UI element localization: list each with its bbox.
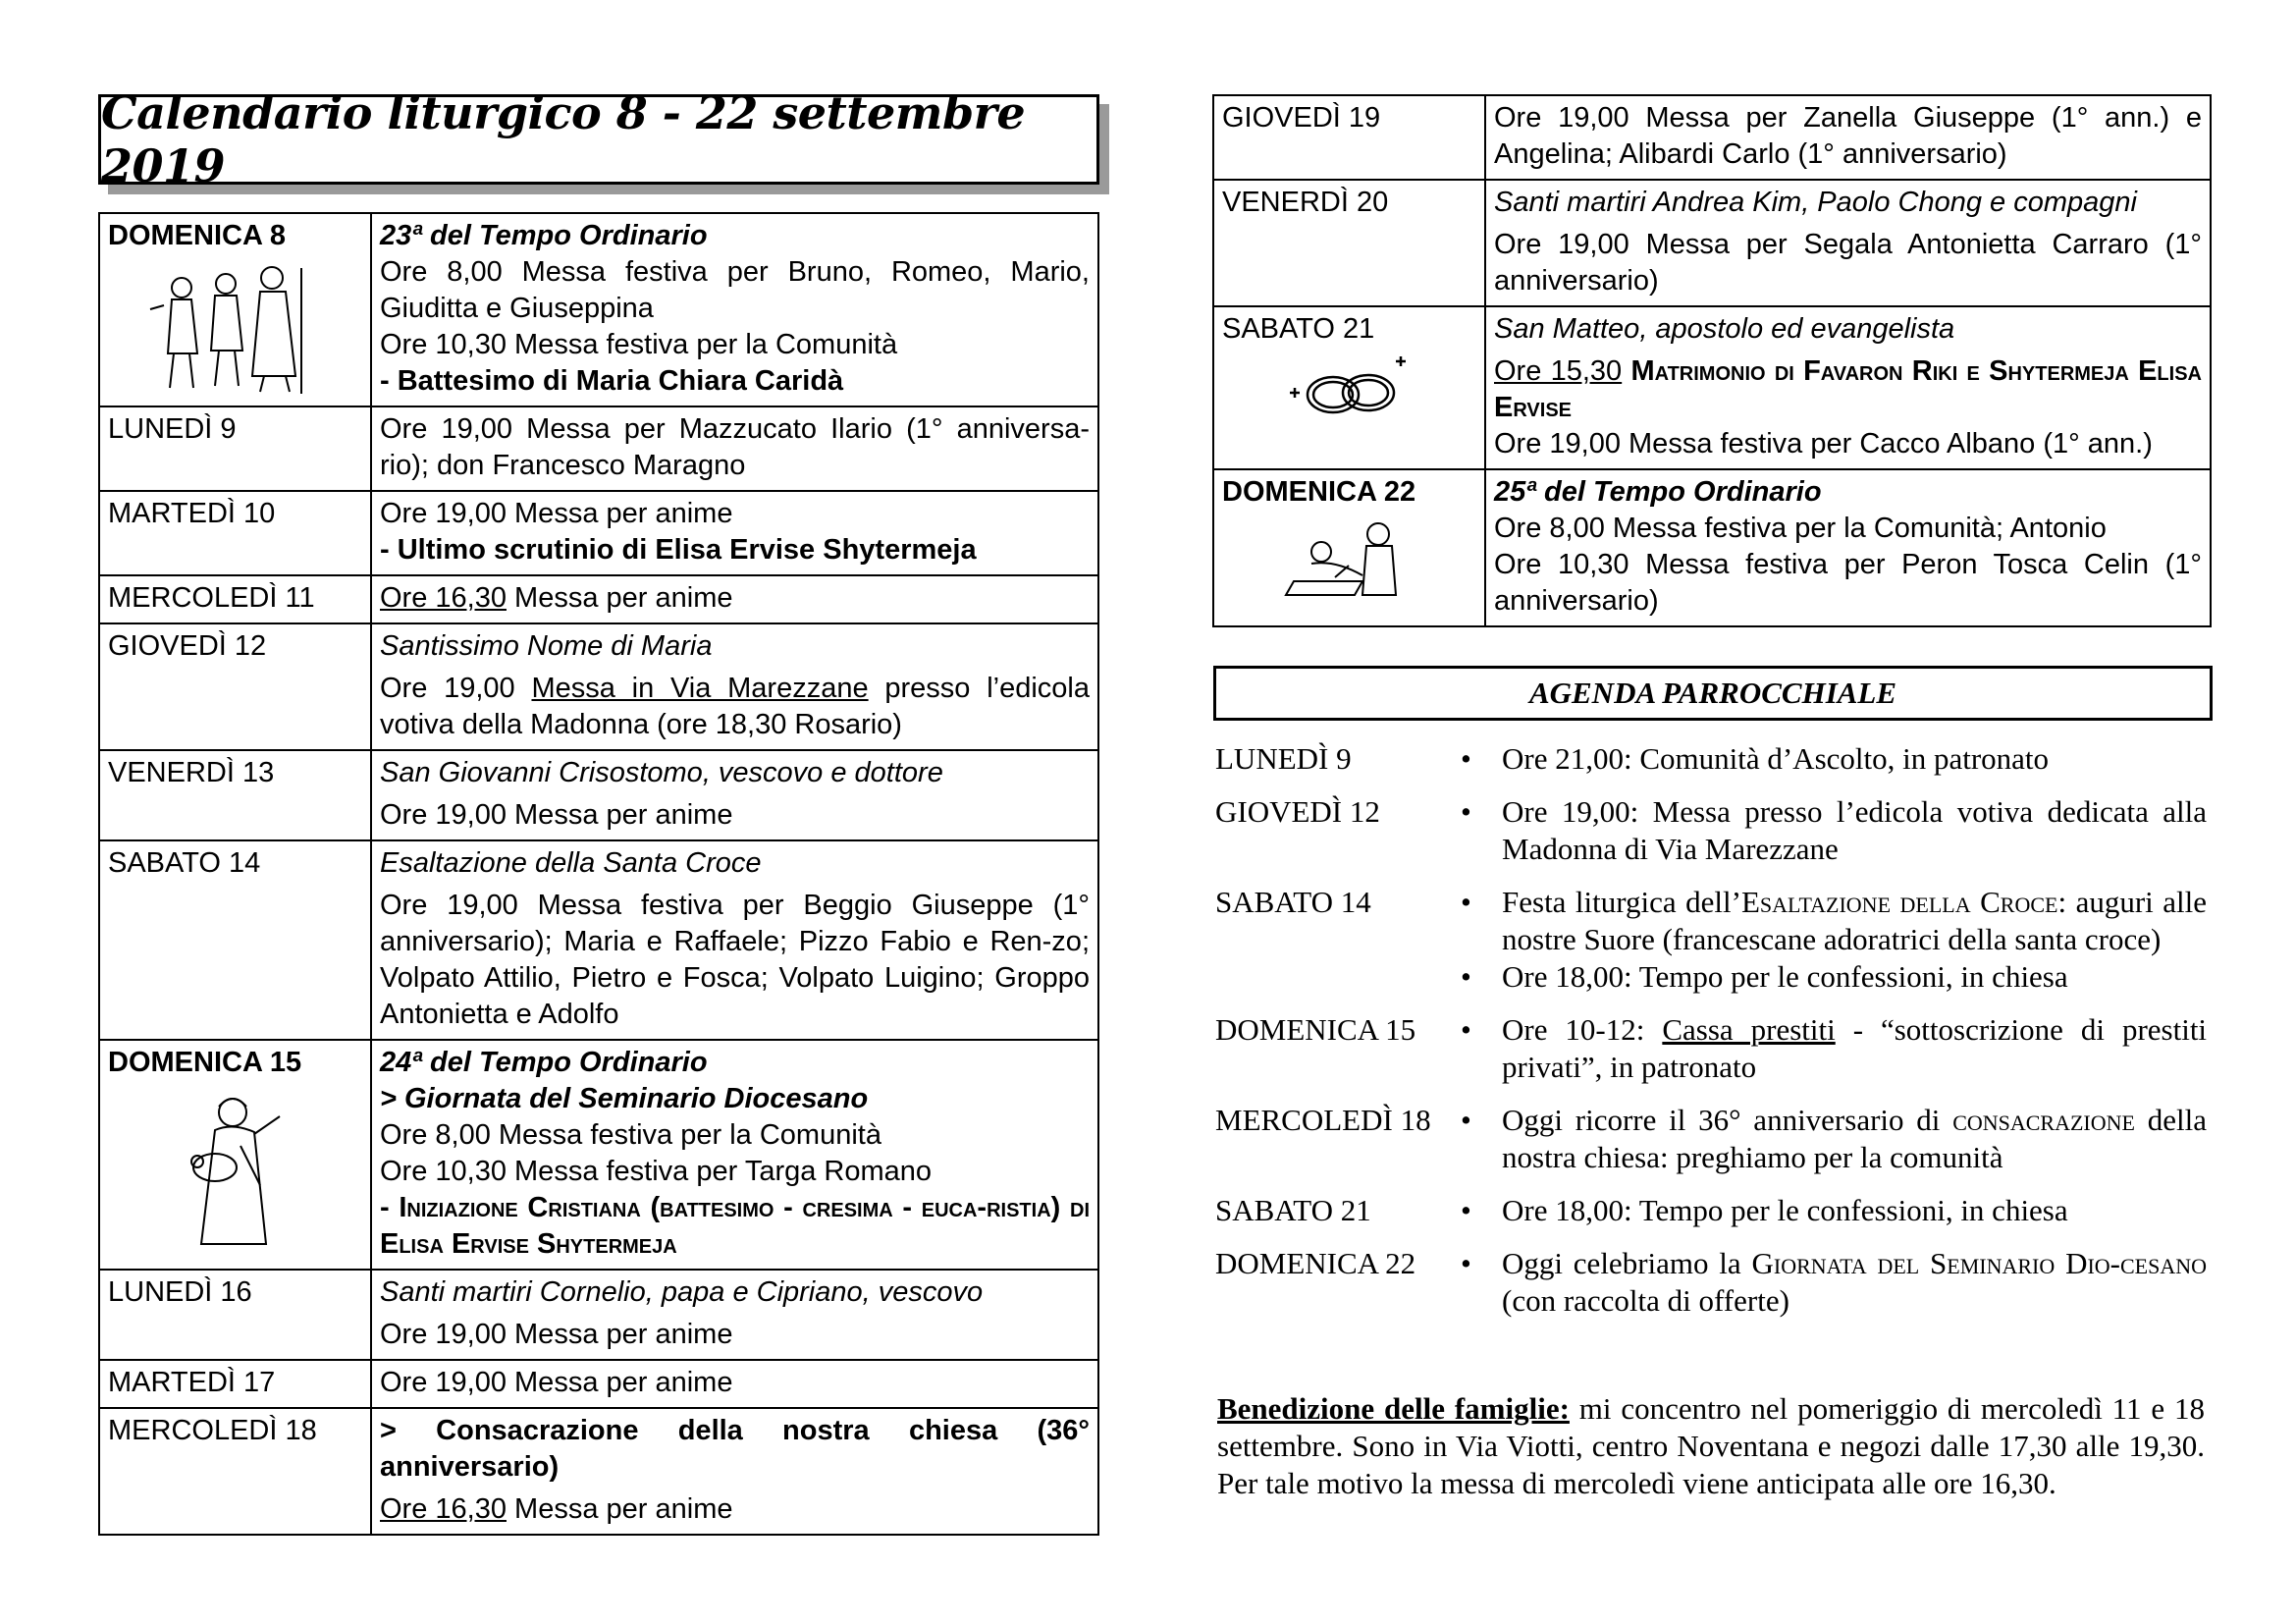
shepherd-illustration [172, 1087, 299, 1254]
agenda-text-smallcaps: consacrazione [1952, 1103, 2135, 1137]
agenda-title: AGENDA PARROCCHIALE [1528, 676, 1897, 710]
agenda-text-underlined: Cassa prestiti [1662, 1012, 1836, 1047]
blessing-lead: Benedizione delle famiglie: [1217, 1391, 1570, 1426]
day-label: DOMENICA 15 [108, 1047, 302, 1078]
agenda-list [1215, 740, 2207, 1335]
agenda-day: GIOVEDÌ 12 [1215, 794, 1380, 829]
agenda-row [1215, 1245, 2207, 1320]
agenda-day: MERCOLEDÌ 18 [1215, 1103, 1431, 1137]
wedding-rings-illustration [1276, 353, 1423, 422]
day-label: MARTEDÌ 10 [99, 491, 371, 575]
agenda-row [1215, 793, 2207, 868]
table-row [99, 1360, 1098, 1408]
agenda-item: • Ore 18,00: Tempo per le confessioni, in chiesa [1455, 1192, 2207, 1229]
table-row [99, 1040, 1098, 1270]
agenda-text: : auguri alle nostre Suore (francescane adoratrici della santa croce) [1502, 885, 2208, 956]
celebration: 23ª del Tempo Ordinario [380, 220, 708, 251]
agenda-text-smallcaps: Giornata del Seminario Dio-cesano [1751, 1246, 2208, 1280]
event-entry: - Battesimo di Maria Chiara Caridà [380, 365, 844, 397]
agenda-item: • Ore 18,00: Tempo per le confessioni, in chiesa [1455, 958, 2207, 996]
mass-entry: Ore 19,00 Messa per Segala Antonietta Carraro (1° anniversario) [1494, 229, 2202, 297]
mass-time: Ore 16,30 [380, 1493, 507, 1525]
mass-entry: Ore 19,00 Messa festiva per Cacco Albano (1° ann.) [1494, 428, 2153, 460]
mass-time: Ore 19,00 [380, 673, 515, 704]
celebration: Santi martiri Andrea Kim, Paolo Chong e compagni [1494, 187, 2137, 218]
mass-entry: Ore 19,00 Messa festiva per Beggio Giuseppe (1° anniversario); Maria e Raffaele; Pizzo Fabio e Ren-zo; Volpato Attilio, Pietro e Fosca; Volpato Luigino; Groppo Antonietta e Adolfo [380, 890, 1090, 1030]
mass-entry: Ore 19,00 Messa per anime [380, 799, 733, 831]
seminary-note: > Giornata del Seminario Diocesano [380, 1083, 869, 1114]
event-entry: Matrimonio di Favaron Riki e Shytermeja Elisa Ervise [1494, 355, 2202, 423]
agenda-text: della nostra chiesa: preghiamo per la comunità [1502, 1103, 2208, 1174]
table-row [99, 406, 1098, 491]
day-label: VENERDÌ 13 [99, 750, 371, 840]
day-label: SABATO 21 [1222, 313, 1375, 345]
day-label: VENERDÌ 20 [1213, 180, 1485, 306]
agenda-row [1215, 1011, 2207, 1086]
day-label: DOMENICA 8 [108, 220, 286, 251]
event-entry: - Iniziazione Cristiana (battesimo - cresima - euca-ristia) di Elisa Ervise Shytermeja [380, 1192, 1090, 1260]
agenda-day: SABATO 21 [1215, 1193, 1371, 1227]
table-row [99, 491, 1098, 575]
mass-entry: Ore 10,30 Messa festiva per Peron Tosca Celin (1° anniversario) [1494, 549, 2202, 617]
title-box [98, 86, 1099, 192]
agenda-day: DOMENICA 22 [1215, 1246, 1416, 1280]
agenda-item [1455, 884, 2207, 958]
mass-entry: Ore 19,00 Messa per Zanella Giuseppe (1° ann.) e Angelina; Alibardi Carlo (1° anniversario) [1494, 102, 2202, 170]
day-label: LUNEDÌ 16 [99, 1270, 371, 1360]
mass-entry: Ore 8,00 Messa festiva per la Comunità; Antonio [1494, 513, 2107, 544]
celebration: Santi martiri Cornelio, papa e Cipriano, vescovo [380, 1276, 984, 1308]
table-row [1213, 306, 2211, 469]
agenda-day: DOMENICA 15 [1215, 1012, 1416, 1047]
celebration: San Matteo, apostolo ed evangelista [1494, 313, 1955, 345]
celebration: Santissimo Nome di Maria [380, 630, 713, 662]
agenda-text: - “sottoscrizione di prestiti privati”, in patronato [1502, 1012, 2208, 1084]
agenda-item: • Ore 19,00: Messa presso l’edicola votiva dedicata alla Madonna di Via Marezzane [1455, 793, 2207, 868]
page-title: Calendario liturgico 8 - 22 settembre 2019 [101, 86, 1026, 192]
agenda-row [1215, 1102, 2207, 1176]
table-row [1213, 95, 2211, 180]
agenda-text: (con raccolta di offerte) [1502, 1283, 1789, 1318]
mass-entry: Ore 10,30 Messa festiva per Targa Romano [380, 1156, 933, 1187]
day-label: GIOVEDÌ 19 [1213, 95, 1485, 180]
day-label: MARTEDÌ 17 [99, 1360, 371, 1408]
blessing-text: mi concentro nel pomeriggio di mercoledì 11 e 18 settembre. Sono in Via Viotti, centro Noventana e negozi dalle 17,30 alle 19,30. Per tale motivo la messa di mercoledì viene anticipata alle ore 16,30. [1217, 1391, 2205, 1500]
table-row [99, 213, 1098, 406]
agenda-text-smallcaps: Esaltazione della Croce [1740, 885, 2058, 919]
day-label: SABATO 14 [99, 840, 371, 1040]
agenda-text: Oggi celebriamo la [1502, 1246, 1741, 1280]
table-row [99, 750, 1098, 840]
agenda-header [1213, 666, 2213, 721]
celebration: 24ª del Tempo Ordinario [380, 1047, 708, 1078]
day-label: MERCOLEDÌ 11 [99, 575, 371, 623]
mass-location: Messa in Via Marezzane [531, 673, 869, 704]
agenda-item [1455, 1245, 2207, 1320]
event-entry: > Consacrazione della nostra chiesa (36° anniversario) [380, 1415, 1090, 1483]
table-row [99, 575, 1098, 623]
day-label: LUNEDÌ 9 [99, 406, 371, 491]
agenda-item: • Ore 21,00: Comunità d’Ascolto, in patronato [1455, 740, 2207, 778]
mass-entry: Ore 19,00 Messa per anime [380, 1319, 733, 1350]
table-row [1213, 180, 2211, 306]
table-row [99, 840, 1098, 1040]
event-time: Ore 15,30 [1494, 355, 1623, 387]
calendar-table-right [1212, 94, 2212, 627]
table-row [99, 1270, 1098, 1360]
day-label: GIOVEDÌ 12 [99, 623, 371, 750]
agenda-row [1215, 884, 2207, 996]
writer-illustration [1276, 516, 1423, 605]
agenda-day: LUNEDÌ 9 [1215, 741, 1352, 776]
mass-entry: Ore 19,00 Messa per Mazzucato Ilario (1° anniversa-rio); don Francesco Maragno [380, 413, 1090, 481]
agenda-row [1215, 740, 2207, 778]
mass-entry: Messa per anime [514, 1493, 733, 1525]
mass-entry: Ore 8,00 Messa festiva per la Comunità [380, 1119, 881, 1151]
event-entry: - Ultimo scrutinio di Elisa Ervise Shytermeja [380, 534, 977, 566]
mass-entry: Messa per anime [514, 582, 733, 614]
mass-entry: Ore 19,00 Messa per anime [380, 1367, 733, 1398]
agenda-day: SABATO 14 [1215, 885, 1371, 919]
day-label: DOMENICA 22 [1222, 476, 1416, 508]
celebration: San Giovanni Crisostomo, vescovo e dottore [380, 757, 943, 788]
agenda-row [1215, 1192, 2207, 1229]
table-row [99, 1408, 1098, 1535]
mass-entry: Ore 8,00 Messa festiva per Bruno, Romeo, Mario, Giuditta e Giuseppina [380, 256, 1090, 324]
day-label: MERCOLEDÌ 18 [99, 1408, 371, 1535]
mass-entry: Ore 19,00 Messa per anime [380, 498, 733, 529]
agenda-text: Festa liturgica dell’ [1502, 885, 1741, 919]
agenda-item [1455, 1102, 2207, 1176]
celebration: Esaltazione della Santa Croce [380, 847, 762, 879]
pilgrims-illustration [142, 260, 329, 398]
mass-time: Ore 16,30 [380, 582, 507, 614]
mass-entry: presso l’edicola votiva della Madonna (ore 18,30 Rosario) [380, 673, 1090, 740]
table-row [99, 623, 1098, 750]
mass-entry: Ore 10,30 Messa festiva per la Comunità [380, 329, 898, 360]
agenda-text: Ore 10-12: [1502, 1012, 1645, 1047]
family-blessing-note [1217, 1390, 2205, 1502]
calendar-table-left [98, 212, 1099, 1536]
agenda-text: Oggi ricorre il 36° anniversario di [1502, 1103, 1941, 1137]
celebration: 25ª del Tempo Ordinario [1494, 476, 1822, 508]
agenda-item [1455, 1011, 2207, 1086]
table-row [1213, 469, 2211, 626]
